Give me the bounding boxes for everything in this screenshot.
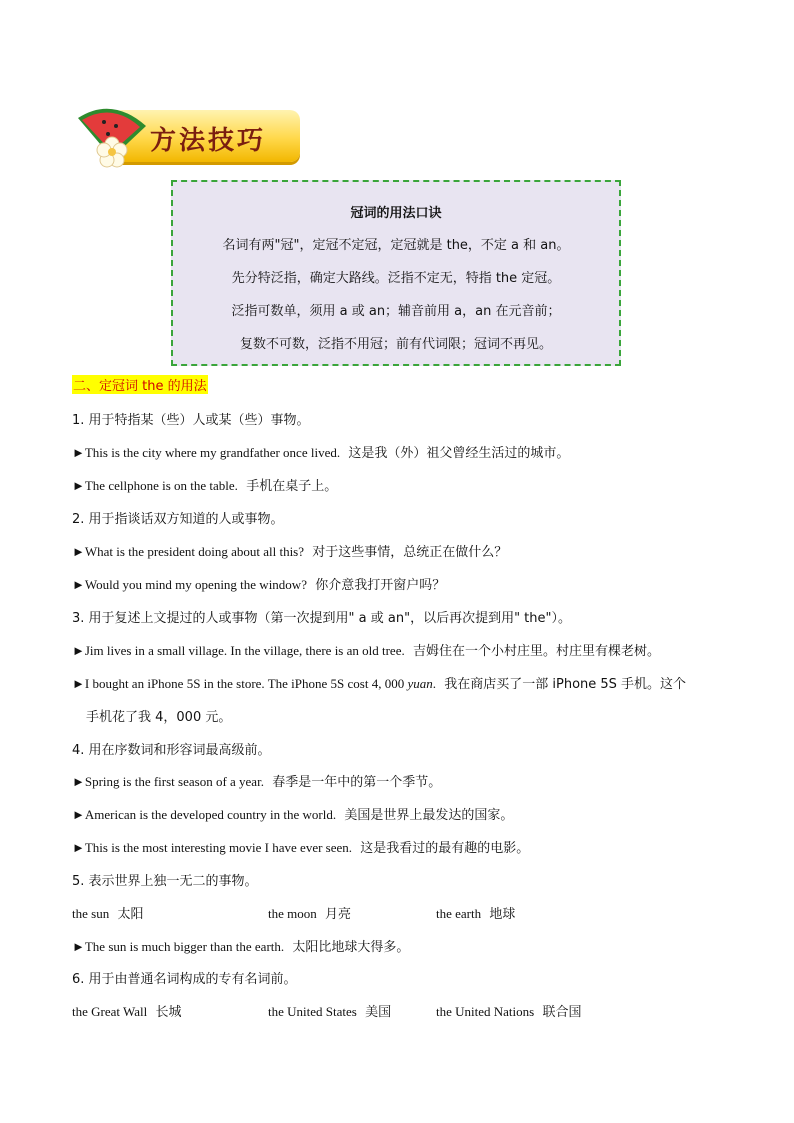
term-sun — [72, 903, 143, 922]
banner-title: 方法技巧 — [150, 126, 267, 156]
example-3b — [72, 673, 686, 692]
example-zh: 春季是一年中的第一个季节。 — [272, 775, 442, 790]
example-4a — [72, 771, 441, 790]
watermelon-icon — [72, 100, 152, 170]
example-zh: 这是我（外）祖父曾经生活过的城市。 — [348, 446, 570, 461]
example-zh: 这是我看过的最有趣的电影。 — [360, 841, 530, 856]
example-en: ►Spring is the first season of a year. — [72, 774, 264, 789]
example-zh: 手机在桌子上。 — [246, 479, 338, 494]
example-zh: 你介意我打开窗户吗？ — [315, 578, 446, 593]
term-zh: 月亮 — [325, 907, 352, 922]
term-en: the sun — [72, 906, 110, 921]
example-en — [72, 676, 436, 691]
example-zh: 我在商店买了一部 iPhone 5S 手机。这个 — [444, 677, 687, 692]
example-1a — [72, 442, 569, 461]
term-en: the United Nations — [436, 1004, 535, 1019]
example-2b — [72, 574, 445, 593]
rule-heading-5: 5. 表示世界上独一无二的事物。 — [72, 874, 258, 889]
rule-heading-3: 3. 用于复述上文提过的人或事物（第一次提到用" a 或 an"，以后再次提到用" the"）。 — [72, 611, 571, 626]
mnemonic-line-3: 泛指可数单，须用 a 或 an；辅音前用 a，an 在元音前； — [231, 304, 561, 319]
term-en: the United States — [268, 1004, 357, 1019]
example-4c — [72, 837, 529, 856]
mnemonic-line-1: 名词有两"冠"，定冠不定冠，定冠就是 the，不定 a 和 an。 — [222, 238, 570, 253]
example-5 — [72, 936, 409, 955]
term-zh: 地球 — [489, 907, 516, 922]
example-en: ►This is the most interesting movie I have ever seen. — [72, 840, 353, 855]
example-zh: 太阳比地球大得多。 — [292, 940, 410, 955]
example-en: ►This is the city where my grandfather once lived. — [72, 445, 341, 460]
term-great-wall — [72, 1001, 182, 1020]
example-zh: 吉姆住在一个小村庄里。村庄里有棵老树。 — [413, 644, 661, 659]
section-heading: 二、定冠词 the 的用法 — [72, 375, 208, 394]
term-en: the Great Wall — [72, 1004, 148, 1019]
example-en: ►What is the president doing about all this? — [72, 544, 305, 559]
rule-heading-6: 6. 用于由普通名词构成的专有名词前。 — [72, 972, 297, 987]
example-zh: 美国是世界上最发达的国家。 — [344, 808, 514, 823]
example-3b-continued: 手机花了我 4，000 元。 — [86, 710, 232, 725]
example-en-part: . — [432, 676, 436, 691]
mnemonic-line-2: 先分特泛指，确定大路线。泛指不定无，特指 the 定冠。 — [231, 271, 561, 286]
example-en-italic: yuan — [407, 676, 433, 691]
example-zh: 对于这些事情，总统正在做什么？ — [312, 545, 508, 560]
mnemonic-title: 冠词的用法口诀 — [350, 206, 442, 221]
mnemonic-line-4: 复数不可数，泛指不用冠；前有代词限；冠词不再见。 — [239, 337, 552, 352]
term-zh: 联合国 — [542, 1005, 582, 1020]
example-4b — [72, 804, 513, 823]
example-en: ►The sun is much bigger than the earth. — [72, 939, 285, 954]
term-united-nations — [436, 1001, 582, 1020]
term-en: the earth — [436, 906, 482, 921]
section-banner — [72, 100, 302, 170]
rule-heading-1: 1. 用于特指某（些）人或某（些）事物。 — [72, 413, 310, 428]
term-zh: 太阳 — [117, 907, 144, 922]
example-1b — [72, 475, 337, 494]
term-moon — [268, 903, 351, 922]
example-en: ►Would you mind my opening the window? — [72, 577, 307, 592]
rule-heading-4: 4. 用在序数词和形容词最高级前。 — [72, 743, 271, 758]
example-en: ►Jim lives in a small village. In the village, there is an old tree. — [72, 643, 405, 658]
example-3a — [72, 640, 660, 659]
example-en-part: ►I bought an iPhone 5S in the store. The iPhone 5S cost 4, 000 — [72, 676, 408, 691]
term-en: the moon — [268, 906, 317, 921]
term-zh: 美国 — [365, 1005, 392, 1020]
example-2a — [72, 541, 507, 560]
term-united-states — [268, 1001, 391, 1020]
example-en: ►American is the developed country in the world. — [72, 807, 337, 822]
term-zh: 长城 — [155, 1005, 182, 1020]
mnemonic-box — [171, 180, 621, 366]
example-en: ►The cellphone is on the table. — [72, 478, 238, 493]
term-earth — [436, 903, 515, 922]
rule-heading-2: 2. 用于指谈话双方知道的人或事物。 — [72, 512, 284, 527]
